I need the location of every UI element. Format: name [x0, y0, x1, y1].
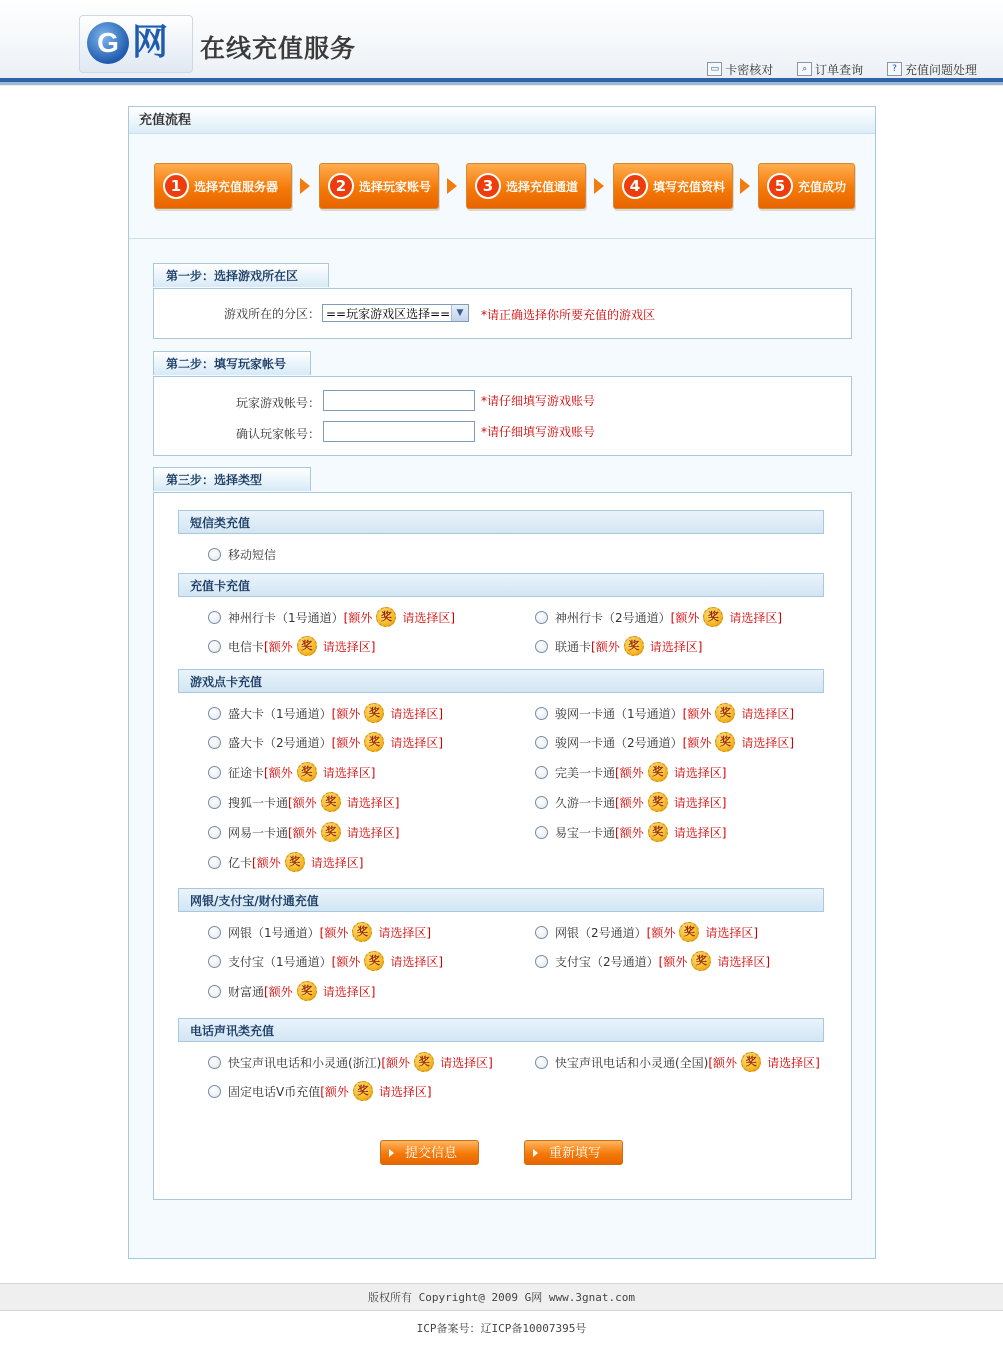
extra-reward-prefix: [额外	[319, 925, 349, 940]
step-number: 1	[163, 173, 189, 199]
option-label: 电信卡	[228, 639, 265, 654]
radio-button[interactable]	[535, 826, 548, 839]
option-label: 盛大卡（1号通道）	[228, 706, 332, 721]
option-shanda-2[interactable]	[208, 732, 443, 752]
select-zone-link[interactable]: 请选择区]	[390, 735, 444, 750]
radio-button[interactable]	[535, 611, 548, 624]
option-label: 快宝声讯电话和小灵通(浙江)	[228, 1055, 382, 1070]
extra-reward-prefix: [额外	[682, 706, 712, 721]
radio-button[interactable]	[208, 796, 221, 809]
option-sohu[interactable]	[208, 792, 399, 812]
option-yika[interactable]	[208, 852, 363, 872]
extra-reward-prefix: [额外	[658, 954, 688, 969]
account-hint: *请仔细填写游戏账号	[481, 394, 596, 408]
reward-badge-icon: 奖	[715, 732, 735, 752]
select-zone-link[interactable]: 请选择区]	[673, 765, 727, 780]
option-alipay-2[interactable]	[535, 951, 770, 971]
extra-reward-prefix: [额外	[331, 735, 361, 750]
reward-badge-icon: 奖	[364, 703, 384, 723]
option-tenpay[interactable]	[208, 981, 375, 1001]
footer-icp: ICP备案号：辽ICP备10007395号	[416, 1322, 587, 1335]
select-zone-link[interactable]: 请选择区]	[741, 706, 795, 721]
select-zone-link[interactable]: 请选择区]	[378, 925, 432, 940]
option-bank-1[interactable]	[208, 922, 431, 942]
radio-button[interactable]	[208, 766, 221, 779]
radio-button[interactable]	[208, 856, 221, 869]
extra-reward-prefix: [额外	[646, 925, 676, 940]
select-zone-link[interactable]: 请选择区]	[346, 825, 400, 840]
option-label: 支付宝（2号通道）	[555, 954, 659, 969]
header-divider-light	[0, 82, 1003, 85]
option-label: 支付宝（1号通道）	[228, 954, 332, 969]
play-icon	[533, 1149, 538, 1157]
radio-button[interactable]	[535, 955, 548, 968]
reward-badge-icon: 奖	[679, 922, 699, 942]
extra-reward-prefix: [额外	[343, 610, 373, 625]
option-label: 神州行卡（2号通道）	[555, 610, 671, 625]
select-zone-link[interactable]: 请选择区]	[346, 795, 400, 810]
select-zone-link[interactable]: 请选择区]	[767, 1055, 820, 1070]
radio-button[interactable]	[535, 926, 548, 939]
option-label: 骏网一卡通（2号通道）	[555, 735, 683, 750]
select-zone-link[interactable]: 请选择区]	[440, 1055, 493, 1070]
extra-reward-prefix: [额外	[708, 1055, 738, 1070]
search-icon: ⌕	[797, 62, 812, 76]
top-link-label: 充值问题处理	[904, 62, 977, 77]
extra-reward-prefix: [额外	[615, 825, 644, 840]
help-icon: ?	[887, 62, 902, 76]
reward-badge-icon: 奖	[648, 762, 668, 782]
option-fixed-phone-vcoin[interactable]	[208, 1081, 432, 1101]
reward-badge-icon: 奖	[648, 822, 668, 842]
extra-reward-prefix: [额外	[288, 825, 317, 840]
option-shanda-1[interactable]	[208, 703, 443, 723]
reward-badge-icon: 奖	[691, 951, 711, 971]
radio-button[interactable]	[208, 985, 221, 998]
option-junnet-2[interactable]	[535, 732, 794, 752]
step3-tab: 第三步：选择类型	[153, 467, 311, 491]
play-icon	[389, 1149, 394, 1157]
extra-reward-prefix: [额外	[264, 984, 293, 999]
step-number: 3	[475, 173, 501, 199]
category-prepaid-card: 充值卡充值	[178, 573, 824, 597]
footer-copyright: 版权所有 Copyright@ 2009 G网 www.3gnat.com	[0, 1283, 1003, 1311]
reward-badge-icon: 奖	[364, 951, 384, 971]
select-zone-link[interactable]: 请选择区]	[741, 735, 795, 750]
select-zone-link[interactable]: 请选择区]	[322, 984, 376, 999]
option-phone-national[interactable]	[535, 1052, 820, 1072]
select-zone-link[interactable]: 请选择区]	[649, 639, 703, 654]
select-zone-link[interactable]: 请选择区]	[402, 610, 456, 625]
option-unicom-card[interactable]	[535, 636, 702, 656]
site-title: 在线充值服务	[200, 34, 357, 63]
radio-button[interactable]	[208, 548, 221, 561]
top-links	[687, 60, 977, 78]
step-label: 选择充值通道	[506, 179, 579, 194]
radio-button[interactable]	[535, 796, 548, 809]
top-link-label: 卡密核对	[725, 62, 774, 77]
logo-g-mark: G	[87, 22, 129, 64]
chevron-down-icon[interactable]: ▼	[451, 305, 468, 321]
option-shenzhouxing-1[interactable]	[208, 607, 455, 627]
radio-button[interactable]	[535, 707, 548, 720]
select-zone-link[interactable]: 请选择区]	[673, 825, 727, 840]
zone-select[interactable]	[322, 304, 469, 322]
option-alipay-1[interactable]	[208, 951, 443, 971]
select-zone-link[interactable]: 请选择区]	[390, 706, 444, 721]
option-label: 神州行卡（1号通道）	[228, 610, 344, 625]
extra-reward-prefix: [额外	[615, 795, 644, 810]
account-input[interactable]	[323, 390, 475, 411]
confirm-account-input[interactable]	[323, 421, 475, 442]
process-step-4	[613, 163, 733, 209]
option-jiuyou[interactable]	[535, 792, 726, 812]
option-label: 久游一卡通	[555, 795, 616, 810]
option-wanmei[interactable]	[535, 762, 726, 782]
recharge-panel	[128, 106, 876, 1259]
option-label: 财富通	[228, 984, 265, 999]
chevron-right-icon	[594, 178, 604, 194]
select-zone-link[interactable]: 请选择区]	[322, 765, 376, 780]
step3-panel	[153, 492, 852, 1200]
category-phone: 电话声讯类充值	[178, 1018, 824, 1042]
radio-button[interactable]	[208, 611, 221, 624]
extra-reward-prefix: [额外	[381, 1055, 411, 1070]
process-step-5	[758, 163, 855, 209]
reset-button[interactable]	[524, 1140, 623, 1165]
step-label: 填写充值资料	[653, 179, 726, 194]
reward-badge-icon: 奖	[285, 852, 305, 872]
reward-badge-icon: 奖	[624, 636, 644, 656]
option-label: 易宝一卡通	[555, 825, 616, 840]
option-label: 骏网一卡通（1号通道）	[555, 706, 683, 721]
submit-button[interactable]	[380, 1140, 479, 1165]
step-label: 选择玩家账号	[359, 179, 432, 194]
option-label: 网易一卡通	[228, 825, 289, 840]
select-zone-link[interactable]: 请选择区]	[310, 855, 364, 870]
reward-badge-icon: 奖	[353, 1081, 373, 1101]
confirm-account-hint: *请仔细填写游戏账号	[481, 425, 596, 439]
extra-reward-prefix: [额外	[331, 706, 361, 721]
select-zone-link[interactable]: 请选择区]	[729, 610, 783, 625]
extra-reward-prefix: [额外	[288, 795, 317, 810]
option-phone-zhejiang[interactable]	[208, 1052, 493, 1072]
step2-panel	[153, 376, 852, 456]
option-netease[interactable]	[208, 822, 399, 842]
option-label: 联通卡	[555, 639, 592, 654]
step2-tab: 第二步：填写玩家帐号	[153, 351, 311, 375]
option-label: 完美一卡通	[555, 765, 616, 780]
chevron-right-icon	[300, 178, 310, 194]
process-step-3	[466, 163, 586, 209]
page-header	[0, 0, 1003, 86]
top-link-label: 订单查询	[815, 62, 864, 77]
process-steps	[129, 135, 875, 239]
chevron-right-icon	[447, 178, 457, 194]
select-zone-link[interactable]: 请选择区]	[390, 954, 444, 969]
zone-select-value: ==玩家游戏区选择==	[326, 307, 451, 321]
option-telecom-card[interactable]	[208, 636, 375, 656]
select-zone-link[interactable]: 请选择区]	[717, 954, 771, 969]
zone-label: 游戏所在的分区：	[223, 307, 320, 321]
reward-badge-icon: 奖	[414, 1052, 434, 1072]
step-label: 选择充值服务器	[194, 179, 279, 194]
option-yeepay[interactable]	[535, 822, 726, 842]
reward-badge-icon: 奖	[741, 1052, 761, 1072]
reward-badge-icon: 奖	[321, 792, 341, 812]
option-junnet-1[interactable]	[535, 703, 794, 723]
process-step-1	[154, 163, 292, 209]
zone-hint: *请正确选择你所要充值的游戏区	[481, 308, 656, 322]
select-zone-link[interactable]: 请选择区]	[378, 1084, 432, 1099]
extra-reward-prefix: [额外	[320, 1084, 349, 1099]
step-number: 5	[767, 173, 793, 199]
category-sms: 短信类充值	[178, 510, 824, 534]
reset-button-label: 重新填写	[549, 1146, 602, 1161]
select-zone-link[interactable]: 请选择区]	[322, 639, 376, 654]
reward-badge-icon: 奖	[715, 703, 735, 723]
option-label: 移动短信	[228, 547, 277, 562]
step-number: 4	[622, 173, 648, 199]
radio-button[interactable]	[208, 926, 221, 939]
step-number: 2	[328, 173, 354, 199]
option-label: 亿卡	[228, 855, 253, 870]
category-online-payment: 网银/支付宝/财付通充值	[178, 888, 824, 912]
reward-badge-icon: 奖	[703, 607, 723, 627]
option-zhengtu[interactable]	[208, 762, 375, 782]
radio-button[interactable]	[208, 1085, 221, 1098]
top-link-card-check[interactable]	[707, 61, 773, 78]
process-step-2	[319, 163, 439, 209]
radio-button[interactable]	[208, 640, 221, 653]
radio-button[interactable]	[208, 1056, 221, 1069]
radio-button[interactable]	[208, 826, 221, 839]
category-game-card: 游戏点卡充值	[178, 669, 824, 693]
reward-badge-icon: 奖	[648, 792, 668, 812]
logo-text: 网	[132, 22, 169, 63]
option-label: 盛大卡（2号通道）	[228, 735, 332, 750]
select-zone-link[interactable]: 请选择区]	[705, 925, 759, 940]
submit-button-label: 提交信息	[405, 1146, 458, 1161]
option-sms-mobile[interactable]	[208, 544, 276, 564]
extra-reward-prefix: [额外	[252, 855, 281, 870]
option-label: 网银（1号通道）	[228, 925, 320, 940]
reward-badge-icon: 奖	[352, 922, 372, 942]
reward-badge-icon: 奖	[364, 732, 384, 752]
extra-reward-prefix: [额外	[264, 765, 293, 780]
option-label: 搜狐一卡通	[228, 795, 289, 810]
step-label: 充值成功	[798, 179, 847, 194]
radio-button[interactable]	[535, 766, 548, 779]
option-shenzhouxing-2[interactable]	[535, 607, 782, 627]
option-bank-2[interactable]	[535, 922, 758, 942]
account-label: 玩家游戏帐号：	[235, 396, 320, 410]
top-link-order-query[interactable]	[797, 61, 863, 78]
radio-button[interactable]	[535, 1056, 548, 1069]
site-logo[interactable]	[79, 15, 193, 73]
radio-button[interactable]	[208, 707, 221, 720]
extra-reward-prefix: [额外	[670, 610, 700, 625]
radio-button[interactable]	[535, 640, 548, 653]
extra-reward-prefix: [额外	[331, 954, 361, 969]
confirm-account-label: 确认玩家帐号：	[235, 427, 320, 441]
select-zone-link[interactable]: 请选择区]	[673, 795, 727, 810]
reward-badge-icon: 奖	[297, 636, 317, 656]
extra-reward-prefix: [额外	[591, 639, 620, 654]
step1-tab: 第一步：选择游戏所在区	[153, 263, 329, 287]
radio-button[interactable]	[208, 955, 221, 968]
reward-badge-icon: 奖	[297, 981, 317, 1001]
process-title: 充值流程	[129, 107, 875, 134]
option-label: 网银（2号通道）	[555, 925, 647, 940]
option-label: 征途卡	[228, 765, 265, 780]
option-label: 快宝声讯电话和小灵通(全国)	[555, 1055, 709, 1070]
radio-button[interactable]	[208, 736, 221, 749]
option-label: 固定电话V币充值	[228, 1084, 321, 1099]
extra-reward-prefix: [额外	[682, 735, 712, 750]
chevron-right-icon	[740, 178, 750, 194]
reward-badge-icon: 奖	[297, 762, 317, 782]
step1-panel	[153, 288, 852, 339]
card-icon: ▭	[707, 62, 722, 76]
top-link-help[interactable]	[887, 61, 977, 78]
reward-badge-icon: 奖	[321, 822, 341, 842]
extra-reward-prefix: [额外	[615, 765, 644, 780]
radio-button[interactable]	[535, 736, 548, 749]
extra-reward-prefix: [额外	[264, 639, 293, 654]
reward-badge-icon: 奖	[376, 607, 396, 627]
